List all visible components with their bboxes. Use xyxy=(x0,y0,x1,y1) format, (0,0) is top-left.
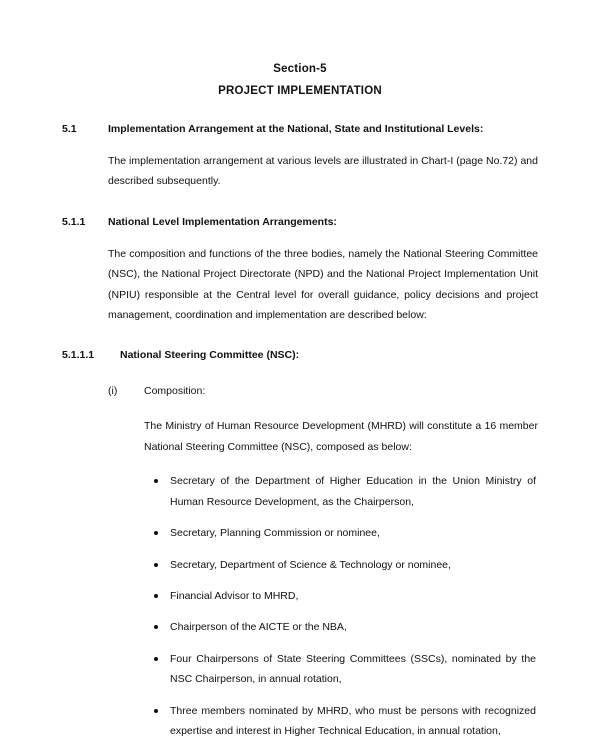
section-5-1-1-number: 5.1.1 xyxy=(62,215,86,228)
title-line-1: Section-5 xyxy=(273,63,327,75)
list-item: Secretary, Planning Commission or nominee, xyxy=(170,523,536,543)
section-5-1-title: Implementation Arrangement at the National, State and Institutional Levels: xyxy=(108,123,484,136)
section-5-1-number: 5.1 xyxy=(62,123,77,136)
section-5-1-paragraph: The implementation arrangement at various levels are illustrated in Chart-I (page No.72) and described subsequently. xyxy=(108,154,538,188)
list-item: Three members nominated by MHRD, who must be persons with recognized expertise and interest in Higher Technical Education, in annual rotation, xyxy=(170,701,536,742)
section-5-1-1-heading xyxy=(62,214,538,231)
section-5-1-1-title: National Level Implementation Arrangements: xyxy=(108,215,337,228)
section-5-1 xyxy=(62,121,538,192)
composition-bullet-list xyxy=(62,471,538,742)
list-item: Secretary of the Department of Higher Education in the Union Ministry of Human Resource Development, as the Chairperson, xyxy=(170,471,536,512)
composition-paragraph: The Ministry of Human Resource Development (MHRD) will constitute a 16 member National Steering Committee (NSC), composed as below: xyxy=(144,420,538,453)
section-5-1-1-1-number: 5.1.1.1 xyxy=(62,349,95,362)
list-item: Financial Advisor to MHRD, xyxy=(170,586,536,606)
section-5-1-1-1-heading xyxy=(62,347,538,364)
composition-item xyxy=(108,382,538,402)
section-5-1-1-1 xyxy=(62,347,538,741)
list-item: Chairperson of the AICTE or the NBA, xyxy=(170,617,536,637)
section-5-1-1-1-title: National Steering Committee (NSC): xyxy=(120,349,300,362)
title-line-2: PROJECT IMPLEMENTATION xyxy=(218,84,382,97)
section-5-1-1 xyxy=(62,214,538,326)
composition-item-number: (i) xyxy=(108,385,118,398)
composition-item-label: Composition: xyxy=(144,385,206,398)
page-title xyxy=(62,62,538,99)
list-item: Secretary, Department of Science & Technology or nominee, xyxy=(170,555,536,575)
section-5-1-heading xyxy=(62,121,538,138)
list-item: Four Chairpersons of State Steering Committees (SSCs), nominated by the NSC Chairperson, in annual rotation, xyxy=(170,649,536,690)
section-5-1-1-paragraph: The composition and functions of the three bodies, namely the National Steering Committee (NSC), the National Project Directorate (NPD) and the National Project Implementation Unit (NPIU) responsible at the Central level for overall guidance, policy decisions and project management, coordination and implementation are described below: xyxy=(108,247,538,321)
